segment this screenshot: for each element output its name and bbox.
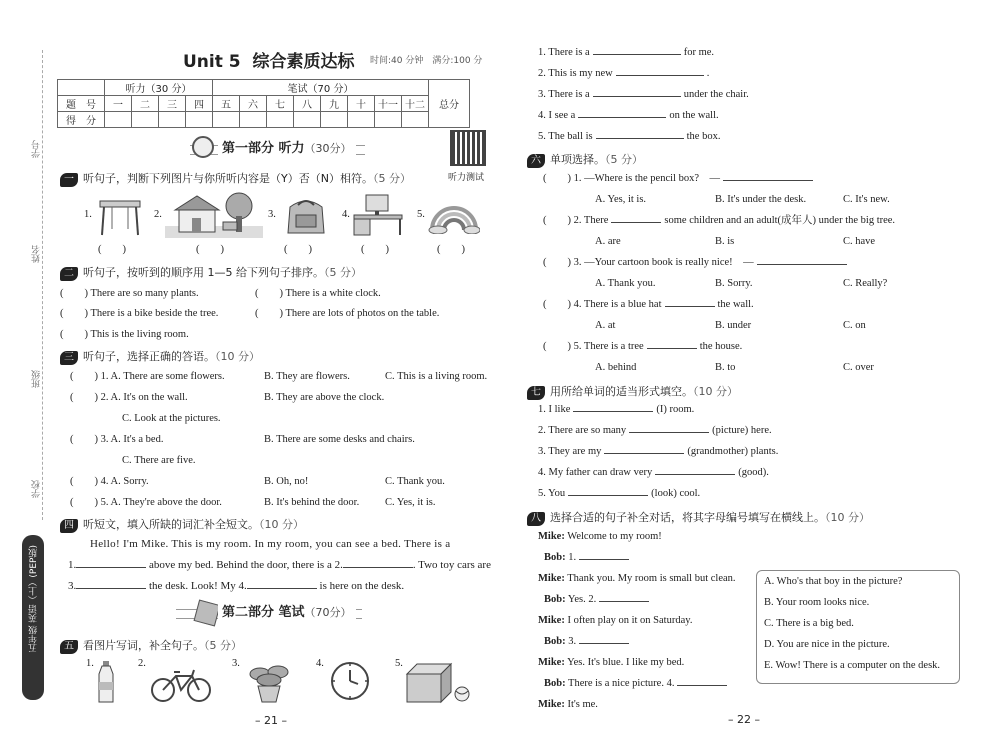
s3-q2-c: C. Look at the pictures.: [122, 413, 221, 424]
mc-option[interactable]: A. at: [595, 320, 616, 331]
section7-instructions: 七 用所给单词的适当形式填空。（10 分）: [527, 385, 738, 400]
grade-label: 五年级 英语（上）(PEP版): [29, 545, 39, 653]
score-cell[interactable]: [159, 112, 186, 128]
dialog-option: E. Wow! There is a computer on the desk.: [764, 660, 941, 671]
s3-q1-c: C. This is a living room.: [385, 371, 488, 382]
dialog-option: A. Who's that boy in the picture?: [764, 576, 903, 587]
qr-label: 听力测试: [448, 173, 485, 183]
word-form-item: 2. There are so many (picture) here.: [538, 425, 772, 436]
s3-q4-b: B. Oh, no!: [264, 476, 309, 487]
sidebar-xuehao: 学号: [32, 140, 42, 158]
score-cell[interactable]: [186, 112, 213, 128]
section2-instructions: 二 听句子，按听到的顺序用 1—5 给下列句子排序。（5 分）: [60, 266, 362, 281]
s3-q1: ( ) 1. A. There are some flowers.: [70, 371, 225, 382]
table-picture: [98, 195, 142, 237]
word-form-item: 1. I like (I) room.: [538, 404, 695, 415]
fill-item: 2. This is my new .: [538, 68, 710, 79]
question-number-cell: 三: [159, 96, 186, 112]
score-cell[interactable]: [402, 112, 429, 128]
mc-option[interactable]: C. Really?: [843, 278, 888, 289]
s3-q3: ( ) 3. A. It's a bed.: [70, 434, 164, 445]
question-number-cell: 十二: [402, 96, 429, 112]
s3-q2-b: B. They are above the clock.: [264, 392, 385, 403]
fill-item: 5. The ball is the box.: [538, 131, 721, 142]
box-ball-picture: [405, 662, 471, 704]
mc-question: ( ) 5. There is a tree the house.: [543, 341, 743, 352]
s1-bracket-1[interactable]: ( ): [98, 244, 126, 255]
s4-line2: 1. above my bed. Behind the door, there is a 2. . Two toy cars are: [68, 559, 491, 571]
score-header-total: 总分: [429, 80, 470, 128]
mc-option[interactable]: C. on: [843, 320, 866, 331]
s2-item: ( ) There is a bike beside the tree.: [60, 308, 219, 319]
bottle-picture: [96, 660, 116, 704]
question-number-cell: 九: [321, 96, 348, 112]
clock-picture: [330, 660, 370, 702]
plant-picture: [246, 660, 292, 704]
mc-option[interactable]: C. over: [843, 362, 874, 373]
s2-item: ( ) This is the living room.: [60, 329, 189, 340]
dialog-option: D. You are nice in the picture.: [764, 639, 890, 650]
s1-label-3: 3.: [268, 209, 276, 220]
question-number-cell: 二: [132, 96, 159, 112]
sidebar-xuexiao: 学校: [32, 480, 42, 498]
word-form-item: 5. You (look) cool.: [538, 488, 701, 499]
mc-option[interactable]: A. Yes, it is.: [595, 194, 647, 205]
word-form-item: 3. They are my (grandmother) plants.: [538, 446, 779, 457]
mc-question: ( ) 1. —Where is the pencil box? —: [543, 172, 816, 185]
sidebar-banji: 班级: [32, 370, 42, 388]
bike-picture: [150, 668, 212, 704]
word-form-item: 4. My father can draw very (good).: [538, 467, 769, 478]
dialog-line: Bob: Yes. 2.: [544, 593, 652, 606]
page-number-22: – 22 –: [728, 713, 760, 726]
mc-question: ( ) 3. —Your cartoon book is really nice! —: [543, 256, 850, 269]
s3-q2: ( ) 2. A. It's on the wall.: [70, 392, 188, 403]
score-cell[interactable]: [213, 112, 240, 128]
section4-instructions: 四 听短文，填入所缺的词汇补全短文。（10 分）: [60, 518, 304, 533]
row-label-score: 得 分: [58, 112, 105, 128]
pen-icon: [194, 600, 221, 627]
section3-instructions: 三 听句子，选择正确的答语。（10 分）: [60, 350, 260, 365]
score-cell[interactable]: [105, 112, 132, 128]
s3-q5: ( ) 5. A. They're above the door.: [70, 497, 222, 508]
question-number-cell: 六: [240, 96, 267, 112]
dialog-line: Bob: 1.: [544, 551, 632, 564]
house-tree-picture: [165, 190, 263, 238]
mc-option[interactable]: A. behind: [595, 362, 637, 373]
question-number-cell: 八: [294, 96, 321, 112]
score-cell[interactable]: [348, 112, 375, 128]
dialog-option: C. There is a big bed.: [764, 618, 854, 629]
s5-label-2: 2.: [138, 658, 146, 669]
binding-line: [42, 50, 43, 520]
dialog-line: Mike: Thank you. My room is small but clean.: [538, 573, 736, 584]
s3-q5-b: B. It's behind the door.: [264, 497, 360, 508]
s5-label-1: 1.: [86, 658, 94, 669]
fill-item: 3. There is a under the chair.: [538, 89, 749, 100]
s1-label-5: 5.: [417, 209, 425, 220]
s1-bracket-5[interactable]: ( ): [437, 244, 465, 255]
s1-bracket-4[interactable]: ( ): [361, 244, 389, 255]
section6-instructions: 六 单项选择。（5 分）: [527, 153, 643, 168]
s3-q3-b: B. There are some desks and chairs.: [264, 434, 415, 445]
question-number-cell: 十一: [375, 96, 402, 112]
score-cell[interactable]: [240, 112, 267, 128]
mc-question: ( ) 4. There is a blue hat the wall.: [543, 299, 754, 310]
question-number-cell: 七: [267, 96, 294, 112]
mc-option[interactable]: B. is: [715, 236, 735, 247]
schoolbag-picture: [282, 193, 330, 237]
question-number-cell: 十: [348, 96, 375, 112]
row-label-number: 题 号: [58, 96, 105, 112]
score-header-writing: 笔试（70 分）: [213, 80, 429, 96]
mc-option[interactable]: A. Thank you.: [595, 278, 656, 289]
dialog-line: Bob: 3.: [544, 635, 632, 648]
mc-option[interactable]: C. It's new.: [843, 194, 890, 205]
s5-label-3: 3.: [232, 658, 240, 669]
sidebar-xingming: 姓名: [32, 245, 42, 263]
mc-option[interactable]: B. It's under the desk.: [715, 194, 807, 205]
s1-label-4: 4.: [342, 209, 350, 220]
s5-label-4: 4.: [316, 658, 324, 669]
mc-option[interactable]: A. are: [595, 236, 621, 247]
part1-title: 第一部分 听力（30分）: [218, 138, 356, 160]
score-cell[interactable]: [267, 112, 294, 128]
s5-label-5: 5.: [395, 658, 403, 669]
rainbow-picture: [428, 198, 480, 234]
s1-label-1: 1.: [84, 209, 92, 220]
score-cell[interactable]: [375, 112, 402, 128]
page-number-21: – 21 –: [255, 714, 287, 727]
mc-option[interactable]: B. Sorry.: [715, 278, 753, 289]
fill-item: 1. There is a for me.: [538, 47, 715, 58]
s1-bracket-2[interactable]: ( ): [196, 244, 224, 255]
score-header-listening: 听力（30 分）: [105, 80, 213, 96]
dialog-line: Mike: I often play on it on Saturday.: [538, 615, 693, 626]
s4-line3: 3. the desk. Look! My 4. is here on the desk.: [68, 580, 405, 592]
s2-item: ( ) There are so many plants.: [60, 288, 199, 299]
mc-option[interactable]: B. to: [715, 362, 736, 373]
qr-code[interactable]: [450, 130, 486, 166]
score-cell[interactable]: [321, 112, 348, 128]
score-table: [57, 79, 470, 128]
section1-instructions: 一 听句子，判断下列图片与你所听内容是（Y）否（N）相符。（5 分）: [60, 172, 411, 187]
mc-option[interactable]: C. have: [843, 236, 876, 247]
s3-q5-c: C. Yes, it is.: [385, 497, 436, 508]
question-number-cell: 五: [213, 96, 240, 112]
mc-option[interactable]: B. under: [715, 320, 752, 331]
score-cell[interactable]: [294, 112, 321, 128]
s3-q4-c: C. Thank you.: [385, 476, 445, 487]
desk-computer-picture: [352, 193, 404, 237]
page-title: Unit 5 综合素质达标: [183, 52, 355, 72]
dialog-line: Mike: It's me.: [538, 699, 598, 710]
section5-instructions: 五 看图片写词，补全句子。（5 分）: [60, 639, 242, 654]
mc-question: ( ) 2. There some children and an adult(成年人) under the big tree.: [543, 215, 896, 226]
s2-item: ( ) There are lots of photos on the table.: [255, 308, 440, 319]
dialog-line: Mike: Yes. It's blue. I like my bed.: [538, 657, 685, 668]
score-cell[interactable]: [132, 112, 159, 128]
dialog-line: Mike: Welcome to my room!: [538, 531, 662, 542]
s3-q3-c: C. There are five.: [122, 455, 196, 466]
s3-q1-b: B. They are flowers.: [264, 371, 350, 382]
dialog-option: B. Your room looks nice.: [764, 597, 870, 608]
headphone-icon: [192, 136, 214, 158]
question-number-cell: 四: [186, 96, 213, 112]
s3-q4: ( ) 4. A. Sorry.: [70, 476, 149, 487]
dialog-line: Bob: There is a nice picture. 4.: [544, 677, 730, 690]
s1-label-2: 2.: [154, 209, 162, 220]
s1-bracket-3[interactable]: ( ): [284, 244, 312, 255]
s2-item: ( ) There is a white clock.: [255, 288, 381, 299]
question-number-cell: 一: [105, 96, 132, 112]
section8-instructions: 八 选择合适的句子补全对话，将其字母编号填写在横线上。（10 分）: [527, 511, 870, 526]
fill-item: 4. I see a on the wall.: [538, 110, 719, 121]
s4-line1: Hello! I'm Mike. This is my room. In my room, you can see a bed. There is a: [90, 538, 451, 550]
time-info: 时间:40 分钟 满分:100 分: [370, 56, 483, 66]
part2-title: 第二部分 笔试（70分）: [218, 602, 356, 624]
